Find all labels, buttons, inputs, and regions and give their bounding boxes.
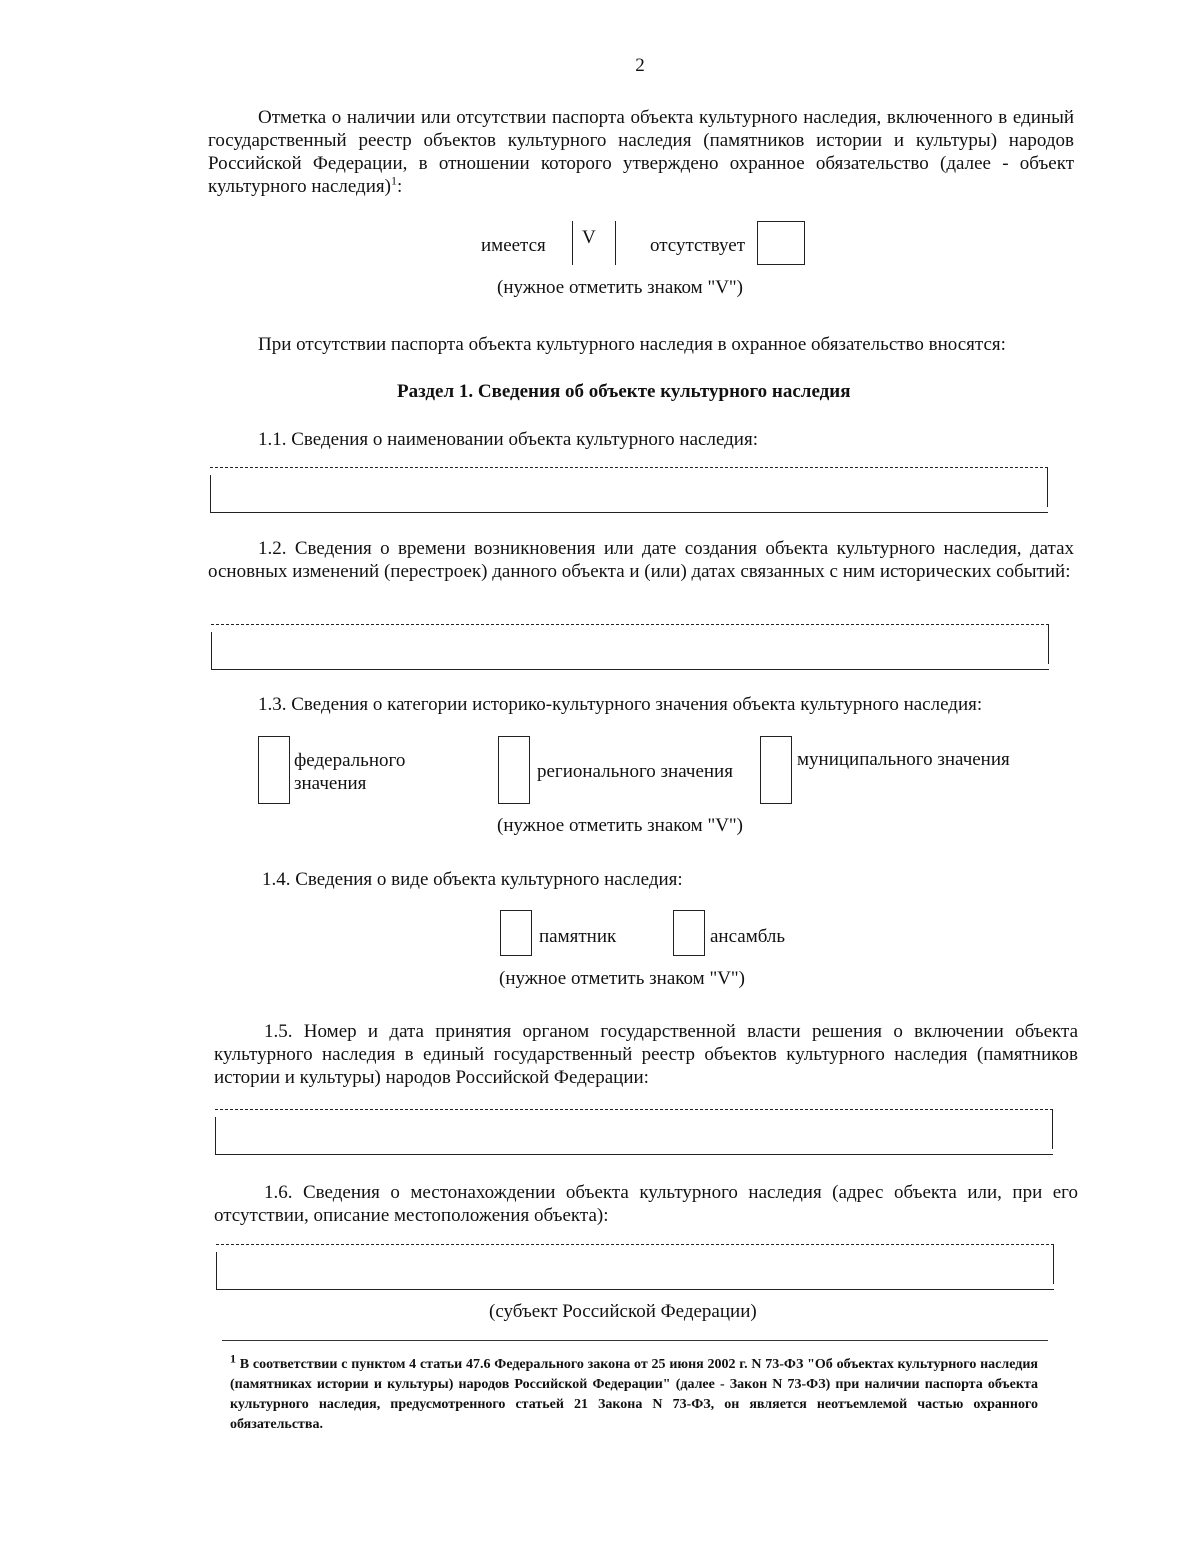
- kind-hint: (нужное отметить знаком "V"): [499, 968, 745, 989]
- intro-paragraph: [208, 106, 1074, 198]
- footnote-number: 1: [230, 1351, 236, 1366]
- name-field[interactable]: [210, 467, 1048, 513]
- item-1-5-label: 1.5. Номер и дата принятия органом государственной власти решения о включении объекта культурного наследия в единый государственный реестр объектов культурного наследия (памятников истории и культуры) народов Российской Федерации:: [214, 1021, 1078, 1088]
- footnote: [230, 1351, 1038, 1435]
- municipal-label: муниципального значения: [797, 749, 1010, 770]
- passport-hint: (нужное отметить знаком "V"): [497, 277, 743, 298]
- present-mark: V: [582, 227, 596, 248]
- ensemble-label: ансамбль: [710, 926, 786, 947]
- federal-label-line1: федерального: [294, 750, 406, 771]
- registry-decision-field[interactable]: [215, 1109, 1053, 1155]
- location-field[interactable]: [216, 1244, 1054, 1290]
- municipal-checkbox[interactable]: [760, 736, 792, 804]
- monument-label: памятник: [539, 926, 617, 947]
- section-title: Раздел 1. Сведения об объекте культурного наследия: [397, 381, 851, 402]
- regional-checkbox[interactable]: [498, 736, 530, 804]
- item-1-1-label: 1.1. Сведения о наименовании объекта культурного наследия:: [258, 429, 758, 450]
- present-checkbox[interactable]: [572, 221, 616, 265]
- federal-label-line2: значения: [294, 773, 367, 794]
- footnote-divider: [222, 1340, 1048, 1341]
- category-hint: (нужное отметить знаком "V"): [497, 815, 743, 836]
- monument-checkbox[interactable]: [500, 910, 532, 956]
- federal-checkbox[interactable]: [258, 736, 290, 804]
- footnote-text: В соответствии с пунктом 4 статьи 47.6 Федерального закона от 25 июня 2002 г. N 73-ФЗ "Об объектах культурного наследия (памятниках истории и культуры) народов Российской Федерации" (далее - Закон N 73-ФЗ) при наличии паспорта объекта культурного наследия, предусмотренного статьей 21 Закона N 73-ФЗ, он является неотъемлемой частью охранного обязательства.: [230, 1357, 1038, 1432]
- regional-label: регионального значения: [537, 761, 733, 782]
- item-1-2-label: 1.2. Сведения о времени возникновения или дате создания объекта культурного наследия, датах основных изменений (перестроек) данного объекта и (или) датах связанных с ним исторических событий:: [208, 538, 1074, 582]
- absent-note: При отсутствии паспорта объекта культурного наследия в охранное обязательство вносятся:: [258, 334, 1006, 355]
- dates-field[interactable]: [211, 624, 1049, 670]
- present-label: имеется: [481, 235, 546, 256]
- absent-checkbox[interactable]: [757, 221, 805, 265]
- footnote-ref: 1: [390, 173, 397, 188]
- item-1-6-label: 1.6. Сведения о местонахождении объекта культурного наследия (адрес объекта или, при его отсутствии, описание местоположения объекта):: [214, 1182, 1078, 1226]
- absent-label: отсутствует: [650, 235, 746, 256]
- item-1-3-label: 1.3. Сведения о категории историко-культурного значения объекта культурного наследия:: [258, 694, 983, 715]
- intro-tail: :: [396, 176, 403, 197]
- intro-text: Отметка о наличии или отсутствии паспорта объекта культурного наследия, включенного в единый государственный реестр объектов культурного наследия (памятников истории и культуры) народов Российской Федерации, в отношении которого утверждено охранное обязательство (далее - объект культурного наследия): [208, 107, 1074, 197]
- page-number: 2: [635, 55, 645, 76]
- ensemble-checkbox[interactable]: [673, 910, 705, 956]
- item-1-4-label: 1.4. Сведения о виде объекта культурного наследия:: [262, 869, 683, 890]
- subject-caption: (субъект Российской Федерации): [489, 1301, 757, 1322]
- federal-label: [294, 749, 405, 795]
